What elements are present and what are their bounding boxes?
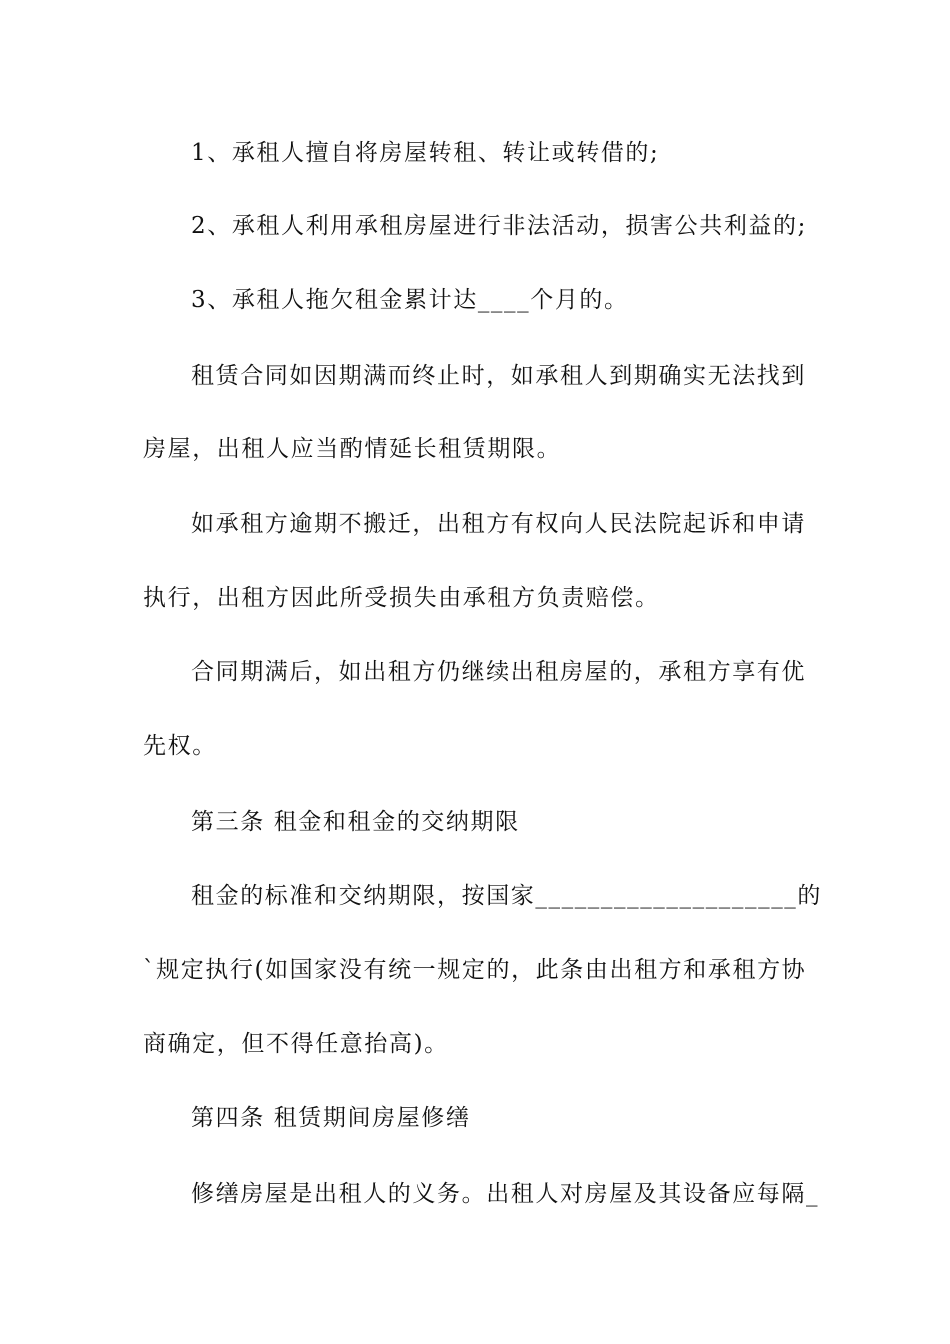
paragraph-line: 租金的标准和交纳期限，按国家____________________的 [191,883,822,909]
paragraph-line: 如承租方逾期不搬迁，出租方有权向人民法院起诉和申请 [191,511,806,537]
clause-item-1: 1、承租人擅自将房屋转租、转让或转借的; [191,140,660,166]
paragraph-line: 先权。 [143,733,217,759]
paragraph-line: 租赁合同如因期满而终止时，如承租人到期确实无法找到 [191,363,806,389]
paragraph-line: 合同期满后，如出租方仍继续出租房屋的，承租方享有优 [191,659,806,685]
section-heading-3: 第三条 租金和租金的交纳期限 [191,809,520,835]
paragraph-line: 修缮房屋是出租人的义务。出租人对房屋及其设备应每隔_ [191,1181,820,1207]
paragraph-line: 执行，出租方因此所受损失由承租方负责赔偿。 [143,585,660,611]
paragraph-line: 商确定，但不得任意抬高)。 [143,1031,449,1057]
paragraph-line: `规定执行(如国家没有统一规定的，此条由出租方和承租方协 [143,957,807,983]
clause-item-2: 2、承租人利用承租房屋进行非法活动，损害公共利益的; [191,213,807,239]
paragraph-line: 房屋，出租人应当酌情延长租赁期限。 [143,436,562,462]
clause-item-3: 3、承租人拖欠租金累计达____个月的。 [191,287,629,313]
section-heading-4: 第四条 租赁期间房屋修缮 [191,1105,471,1131]
